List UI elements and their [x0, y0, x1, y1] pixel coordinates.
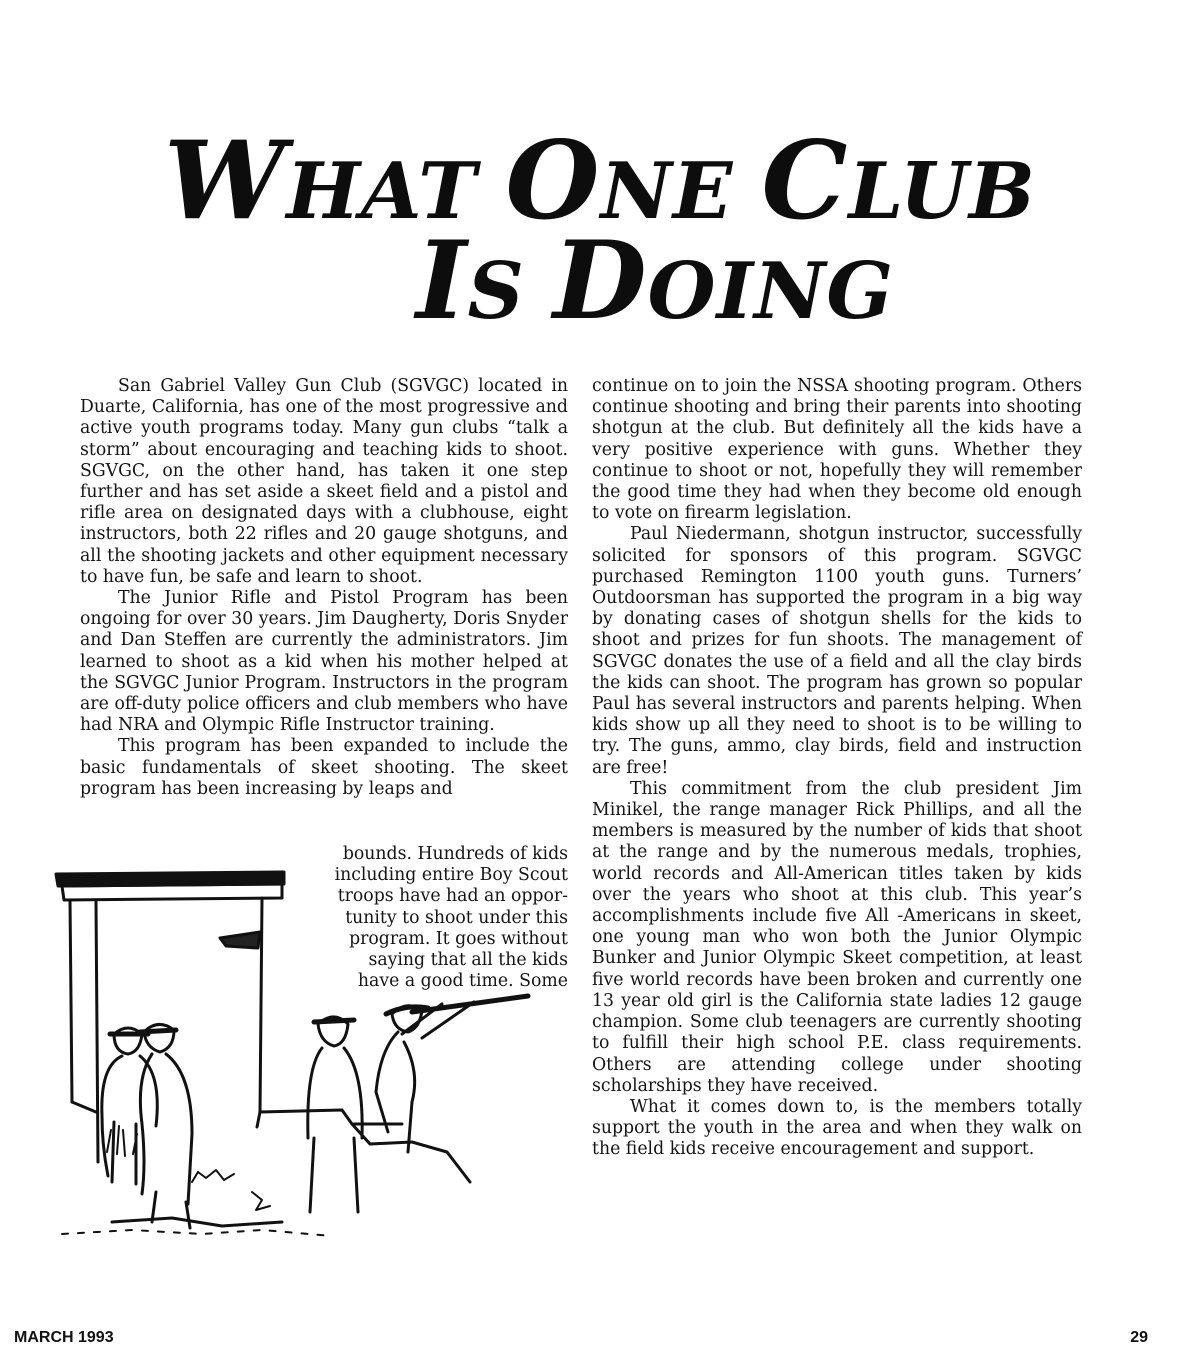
wrap-line: tunity to shoot under this	[345, 907, 568, 928]
article-paragraph: San Gabriel Valley Gun Club (SGVGC) located in Duarte, California, has one of the most progressive and active youth programs today. Many gun clubs “talk a storm” about encouraging and teaching kids to shoot. SGVGC, on the other hand, has taken it one step further and has set aside a skeet field and a pistol and rifle area on designated days with a clubhouse, eight instructors, both 22 rifles and 20 gauge shotguns, and all the shooting jackets and other equipment necessary to have fun, be safe and learn to shoot.	[80, 376, 568, 587]
article-paragraph: This program has been expanded to include the basic fundamentals of skeet shooting. The skeet program has been increasing by leaps and	[80, 736, 568, 799]
wrap-line: have a good time. Some	[357, 971, 568, 992]
footer-date: MARCH 1993	[14, 1329, 114, 1346]
article-paragraph: Paul Niedermann, shotgun instructor, successfully solicited for sponsors of this program. SGVGC purchased Remington 1100 youth guns. Turners’ Outdoorsman has supported the program in a big way by donating cases of shotgun shells for the kids to shoot and prizes for fun shoots. The management of SGVGC donates the use of a field and all the clay birds the kids can shoot. The program has grown so popular Paul has several instructors and parents helping. When kids show up all they need to shoot is to be willing to try. The guns, ammo, clay birds, field and instruction are free!	[592, 524, 1082, 778]
page-number: 29	[1130, 1329, 1148, 1346]
title-word: HAT	[286, 146, 506, 237]
article-paragraph: This commitment from the club president Jim Minikel, the range manager Rick Phillips, and all the members is measured by the number of kids that shoot at the range and by the numerous medals, trophies, world records and All-American titles taken by kids over the years who shoot at this club. This year’s accomplishments include five All -Americans in skeet, one young man who won both the Junior Olympic Bunker and Junior Olympic Skeet competition, at least five world records have been broken and currently one 13 year old girl is the California state ladies 12 gauge champion. Some club teenagers are currently shooting to fulfill their high school P.E. class requirements. Others are attending college under shooting scholarships they have received.	[592, 778, 1082, 1096]
title-word: NE	[600, 146, 762, 237]
title-word: OING	[647, 246, 894, 337]
wrap-line: program. It goes without	[349, 928, 568, 949]
article-column-right	[592, 376, 1082, 1161]
title-initial: I	[415, 218, 468, 344]
title-initial: W	[164, 118, 287, 244]
title-initial: O	[505, 118, 601, 244]
wrap-line: including entire Boy Scout	[334, 865, 568, 886]
wrap-line: bounds. Hundreds of kids	[342, 844, 568, 864]
article-paragraph: continue on to join the NSSA shooting program. Others continue shooting and bring their parents into shooting shotgun at the club. But definitely all the kids have a very positive experience with guns. Whether they continue to shoot or not, hopefully they will remember the good time they had when they become old enough to vote on firearm legislation.	[592, 376, 1082, 524]
article-paragraph: What it comes down to, is the members totally support the youth in the area and when they walk on the field kids receive encouragement and support.	[592, 1096, 1082, 1160]
title-initial: D	[553, 218, 648, 344]
title-word: LUB	[848, 146, 1036, 237]
skeet-shooting-sketch-icon	[52, 862, 532, 1242]
wrap-line: saying that all the kids	[368, 950, 568, 971]
title-initial: C	[761, 118, 849, 244]
title-word: S	[467, 246, 553, 337]
article-paragraph: The Junior Rifle and Pistol Program has been ongoing for over 30 years. Jim Daugherty, Doris Snyder and Dan Steffen are currently the administrators. Jim learned to shoot as a kid when his mother helped at the SGVGC Junior Program. Instructors in the program are off-duty police officers and club members who have had NRA and Olympic Rifle Instructor training.	[80, 588, 568, 736]
article-column-left	[80, 376, 568, 800]
article-title-line2	[55, 218, 1200, 344]
wrap-line: troops have had an oppor-	[337, 886, 568, 907]
